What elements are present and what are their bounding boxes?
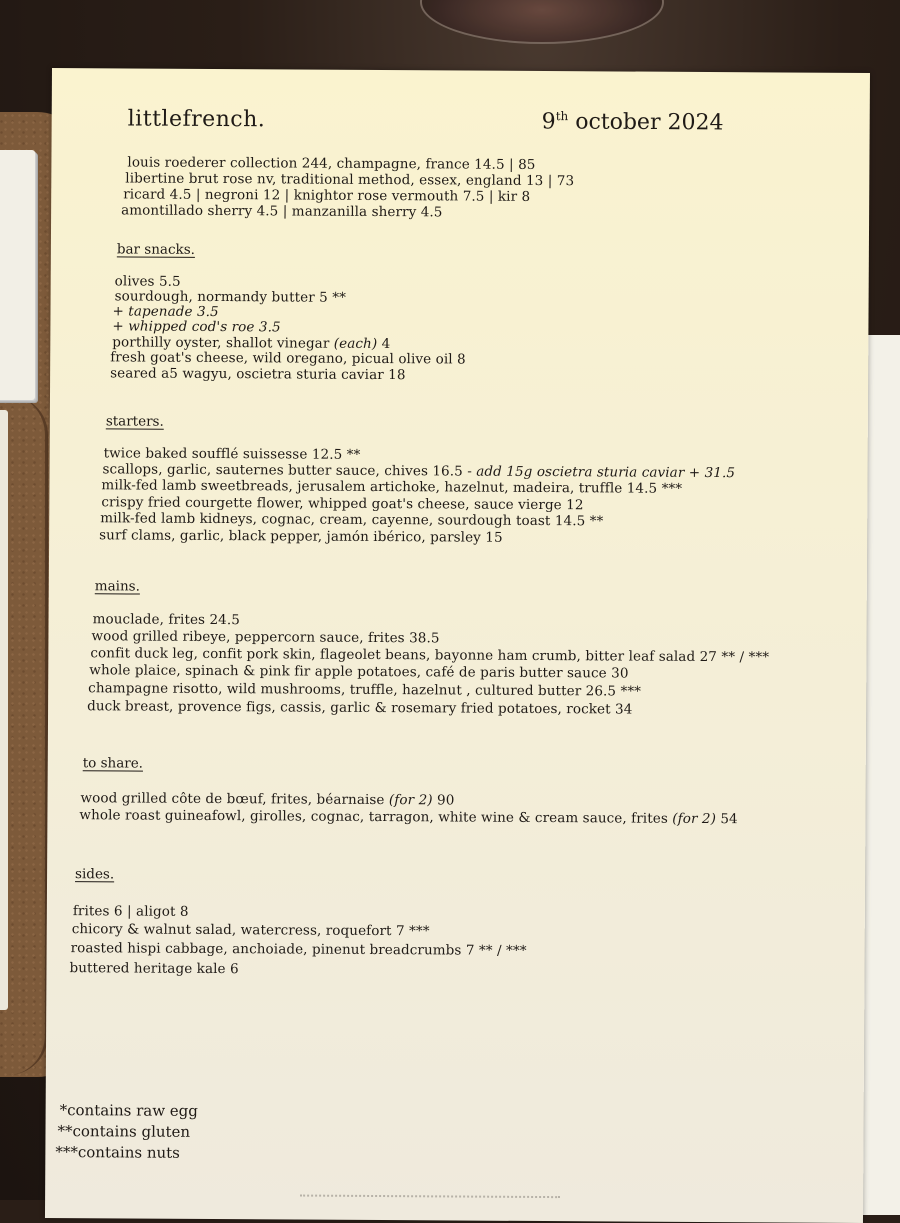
menu-item: + whipped cod's roe 3.5	[112, 318, 281, 336]
section-heading-starters: starters.	[105, 413, 164, 430]
menu-item: fresh goat's cheese, wild oregano, picual olive oil 8	[110, 349, 466, 368]
menu-item: confit duck leg, confit pork skin, flageolet beans, bayonne ham crumb, bitter leaf salad 27 ** / ***	[90, 645, 770, 666]
menu-item: seared a5 wagyu, oscietra sturia caviar 18	[110, 365, 406, 384]
menu-item: wood grilled côte de bœuf, frites, béarnaise (for 2) 90	[80, 790, 455, 809]
section-heading-mains: mains.	[94, 578, 140, 595]
footnote-raw-egg: *contains raw egg	[59, 1101, 198, 1120]
menu-item: roasted hispi cabbage, anchoiade, pinenut breadcrumbs 7 ** / ***	[70, 940, 527, 959]
menu-sheet	[45, 68, 870, 1223]
menu-item: mouclade, frites 24.5	[92, 611, 241, 629]
menu-item: olives 5.5	[114, 273, 181, 290]
menu-item: buttered heritage kale 6	[69, 960, 239, 978]
menu-item: wood grilled ribeye, peppercorn sauce, frites 38.5	[91, 628, 440, 647]
drinks-line: louis roederer collection 244, champagne, france 14.5 | 85	[127, 154, 536, 173]
drinks-line: ricard 4.5 | negroni 12 | knightor rose vermouth 7.5 | kir 8	[123, 186, 531, 205]
menu-item: milk-fed lamb kidneys, cognac, cream, cayenne, sourdough toast 14.5 **	[100, 510, 604, 530]
menu-item: chicory & walnut salad, watercress, roquefort 7 ***	[71, 921, 430, 940]
menu-date: 9th october 2024	[541, 109, 724, 136]
restaurant-name: littlefrench.	[127, 106, 266, 133]
menu-card-left-lower	[0, 410, 8, 1010]
section-heading-bar-snacks: bar snacks.	[116, 241, 196, 258]
footnote-gluten: **contains gluten	[57, 1122, 191, 1141]
drinks-line: libertine brut rose nv, traditional method, essex, england 13 | 73	[125, 170, 575, 190]
section-heading-to-share: to share.	[82, 755, 144, 772]
menu-item: scallops, garlic, sauternes butter sauce, chives 16.5 - add 15g oscietra sturia caviar + 31.5	[102, 461, 736, 482]
drinks-line: amontillado sherry 4.5 | manzanilla sherry 4.5	[121, 202, 443, 221]
footnote-nuts: ***contains nuts	[55, 1143, 180, 1162]
menu-item: milk-fed lamb sweetbreads, jerusalem artichoke, hazelnut, madeira, truffle 14.5 ***	[101, 477, 683, 497]
menu-item: twice baked soufflé suissesse 12.5 **	[103, 445, 361, 463]
menu-item: frites 6 | aligot 8	[72, 903, 189, 920]
menu-item: champagne risotto, wild mushrooms, truffle, hazelnut , cultured butter 26.5 ***	[88, 680, 642, 700]
menu-item: + tapenade 3.5	[112, 303, 219, 321]
menu-item: porthilly oyster, shallot vinegar (each) 4	[112, 334, 391, 353]
menu-item: whole roast guineafowl, girolles, cognac, tarragon, white wine & cream sauce, frites (for 2) 54	[79, 807, 738, 828]
cut-off-text-line	[300, 1195, 560, 1204]
menu-item: whole plaice, spinach & pink fir apple potatoes, café de paris butter sauce 30	[89, 662, 629, 682]
menu-item: duck breast, provence figs, cassis, garlic & rosemary fried potatoes, rocket 34	[87, 698, 633, 718]
menu-item: crispy fried courgette flower, whipped goat's cheese, sauce vierge 12	[101, 494, 584, 514]
menu-item: surf clams, garlic, black pepper, jamón ibérico, parsley 15	[99, 527, 503, 546]
menu-item: sourdough, normandy butter 5 **	[114, 288, 347, 306]
section-heading-sides: sides.	[75, 866, 115, 883]
menu-card-left-stack	[0, 150, 35, 400]
